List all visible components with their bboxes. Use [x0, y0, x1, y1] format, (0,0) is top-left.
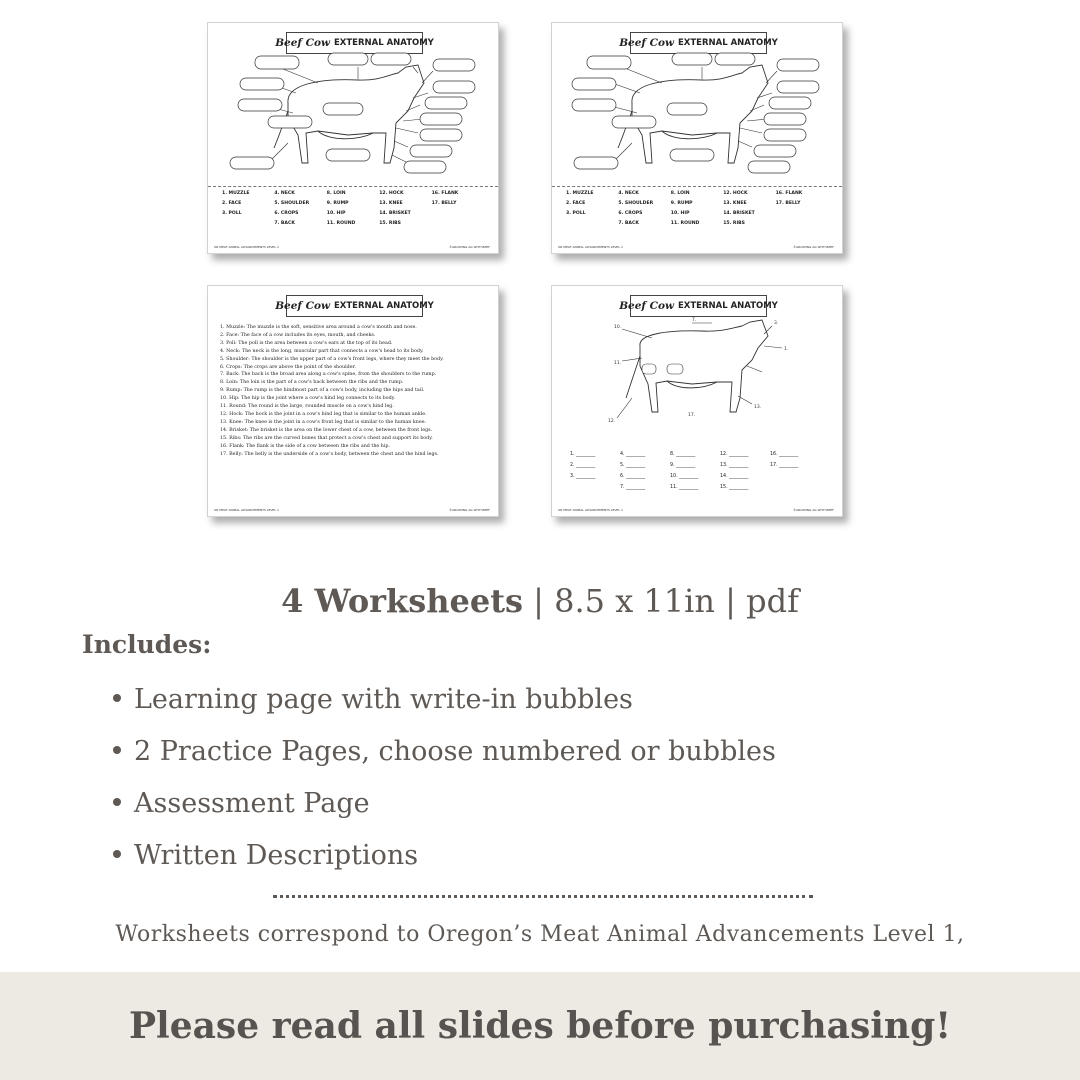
- diagram-number-label: 12.: [608, 419, 616, 424]
- cow-diagram: [208, 23, 498, 183]
- bullet-icon: [113, 850, 121, 858]
- diagram-number-label: 1.: [784, 347, 789, 352]
- diagram-number-label: 13.: [754, 405, 762, 410]
- description-item: 7. Back: The back is the broad area along a cow's spine, from the shoulders to the rump.: [220, 372, 437, 378]
- description-item: 12. Hock: The hock is the joint in a cow's hind leg that is similar to the human ankle.: [220, 411, 427, 417]
- product-headline: 4 Worksheets | 8.5 x 11in | pdf: [281, 582, 799, 620]
- description-item: 8. Loin: The loin is the part of a cow's back between the ribs and the rump.: [220, 380, 404, 386]
- description-item: 15. Ribs: The ribs are the curved bones that protect a cow's chest and support its body.: [220, 435, 433, 441]
- description-item: 16. Flank: The flank is the side of a cow between the ribs and the hip.: [220, 443, 390, 449]
- description-item: 13. Knee: The knee is the joint in a cow's front leg that is similar to the human knee.: [220, 419, 427, 425]
- word-bank: 1. MUZZLE 4. NECK 8. LOIN 12. HOCK 16. FLANK 2. FACE 5. SHOULDER 9. RUMP 13. KNEE 17. BELLY 3. POLL 6. CROPS 10. HIP 14. BRISKET 7. BACK 11. ROUND 15. RIBS: [222, 191, 459, 226]
- description-item: 17. Belly: The belly is the underside of a cow's body, between the chest and the hind legs.: [220, 451, 439, 457]
- worksheet-preview-practice-bubbles: [551, 22, 843, 254]
- bullet-icon: [113, 798, 121, 806]
- description-item: 5. Shoulder: The shoulder is the upper part of a cow's front legs, where they meet the body.: [220, 356, 444, 362]
- dotted-divider: [273, 895, 813, 898]
- footer-left: OR MEAT ANIMAL ADVANCEMENTS LEVEL 1: [214, 508, 279, 512]
- list-item: 2 Practice Pages, choose numbered or bubbles: [113, 732, 776, 784]
- word-bank: 1. MUZZLE 4. NECK 8. LOIN 12. HOCK 16. FLANK 2. FACE 5. SHOULDER 9. RUMP 13. KNEE 17. BELLY 3. POLL 6. CROPS 10. HIP 14. BRISKET 7. BACK 11. ROUND 15. RIBS: [566, 191, 803, 226]
- correspondence-note: Worksheets correspond to Oregon’s Meat Animal Advancements Level 1,: [115, 922, 965, 947]
- worksheet-preview-learning-page: [207, 22, 499, 254]
- description-item: 1. Muzzle: The muzzle is the soft, sensitive area around a cow's mouth and nose.: [220, 325, 417, 330]
- worksheet-preview-assessment: [551, 285, 843, 517]
- worksheet-title: Beef Cow EXTERNAL ANATOMY: [630, 295, 767, 317]
- cut-line: [552, 186, 842, 187]
- cow-diagram: [552, 23, 842, 183]
- bottom-banner: [0, 972, 1080, 1080]
- includes-list: [113, 680, 776, 888]
- cow-diagram: [552, 286, 842, 446]
- description-item: 3. Poll: The poll is the area between a cow's ears at the top of its head.: [220, 340, 393, 346]
- worksheet-title: Beef Cow EXTERNAL ANATOMY: [630, 32, 767, 54]
- bullet-icon: [113, 694, 121, 702]
- answer-blanks: 1. ________ 4. ________ 8. ________ 12. ________ 16. ________ 2. ________ 5. ________ 9. ________ 13. ________ 17. ________ 3. ________ 6. ________ 10. ________ 14. ________ 7. ________ 11. ________ 15. ________: [570, 452, 799, 490]
- description-item: 14. Brisket: The brisket is the area on the lower chest of a cow, between the front legs.: [220, 427, 433, 433]
- description-item: 2. Face: The face of a cow includes its eyes, mouth, and cheeks.: [220, 332, 376, 338]
- diagram-number-label: 17.: [688, 413, 696, 418]
- diagram-number-label: 7.: [692, 318, 697, 323]
- cut-line: [208, 186, 498, 187]
- description-item: 11. Round: The round is the large, rounded muscle on a cow's hind leg.: [220, 404, 394, 410]
- footer-left: OR MEAT ANIMAL ADVANCEMENTS LEVEL 1: [558, 245, 623, 249]
- worksheet-title: Beef Cow EXTERNAL ANATOMY: [286, 32, 423, 54]
- footer-left: OR MEAT ANIMAL ADVANCEMENTS LEVEL 1: [214, 245, 279, 249]
- footer-right: ©GROWING AG WITH BEEF: [793, 245, 834, 249]
- footer-right: ©GROWING AG WITH BEEF: [793, 508, 834, 512]
- diagram-number-label: 10.: [614, 325, 622, 330]
- worksheet-title: Beef Cow EXTERNAL ANATOMY: [286, 295, 423, 317]
- description-list: [220, 324, 488, 458]
- list-item: Learning page with write-in bubbles: [113, 680, 776, 732]
- diagram-number-label: 3.: [774, 321, 779, 326]
- list-item: Written Descriptions: [113, 836, 776, 888]
- description-item: 10. Hip: The hip is the joint where a cow's hind leg connects to its body.: [220, 396, 396, 402]
- worksheet-preview-descriptions: [207, 285, 499, 517]
- description-item: 9. Rump: The rump is the hindmost part of a cow's body, including the hips and tail.: [220, 388, 425, 394]
- banner-text: Please read all slides before purchasing!: [128, 1005, 952, 1047]
- description-item: 4. Neck: The neck is the long, muscular part that connects a cow's head to its body.: [220, 348, 424, 354]
- description-item: 6. Crops: The crops are above the point of the shoulder.: [220, 364, 356, 370]
- footer-right: ©GROWING AG WITH BEEF: [449, 245, 490, 249]
- footer-left: OR MEAT ANIMAL ADVANCEMENTS LEVEL 1: [558, 508, 623, 512]
- bullet-icon: [113, 746, 121, 754]
- diagram-number-label: 11.: [614, 361, 622, 366]
- includes-heading: Includes:: [82, 630, 212, 659]
- list-item: Assessment Page: [113, 784, 776, 836]
- footer-right: ©GROWING AG WITH BEEF: [449, 508, 490, 512]
